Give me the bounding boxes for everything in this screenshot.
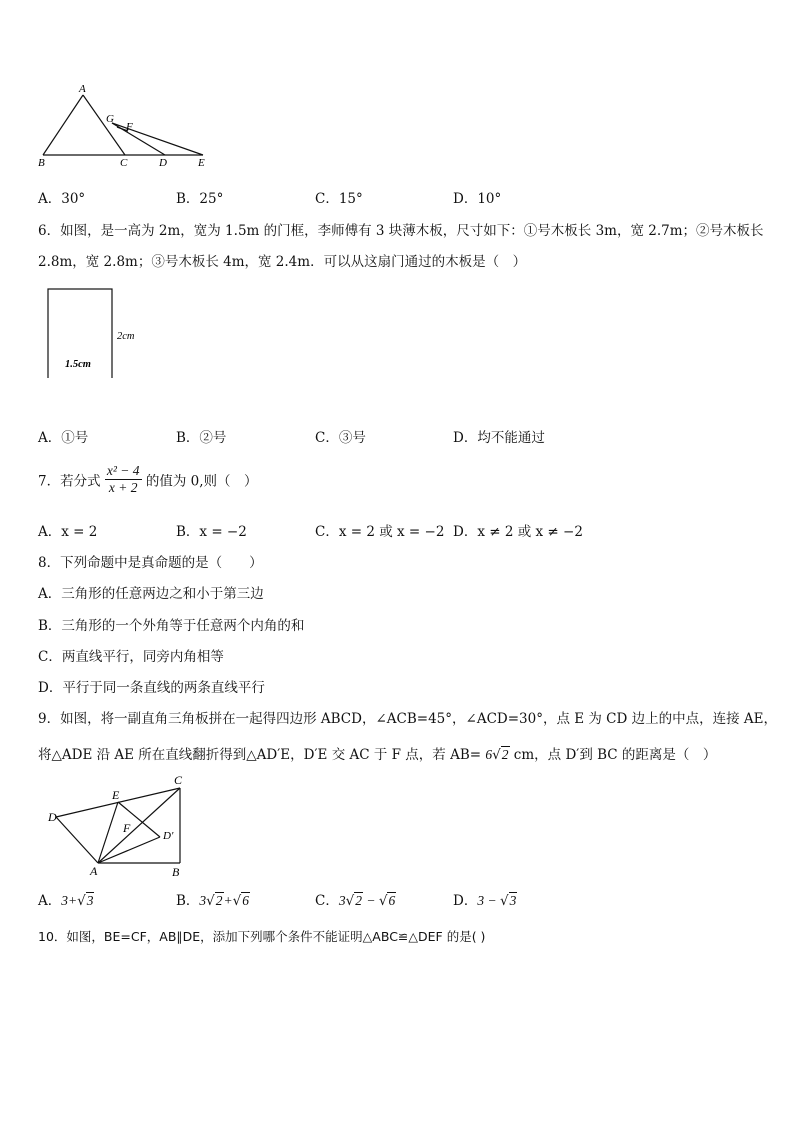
q8-stem: 8．下列命题中是真命题的是（ ） bbox=[38, 555, 263, 571]
label-C: C bbox=[120, 157, 128, 169]
sqrt-sign: √ bbox=[206, 893, 215, 909]
label-G: G bbox=[106, 113, 114, 125]
q9-label-E: E bbox=[112, 788, 120, 802]
q6-stem-line2: 2.8m，宽 2.8m；③号木板长 4m，宽 2.4m．可以从这扇门通过的木板是（ ） bbox=[38, 254, 527, 270]
q9-line2-a: 将△ADE 沿 AE 所在直线翻折得到△AD′E，D′E 交 AC 于 F 点，若 AB= bbox=[38, 747, 482, 763]
q9-option-c-rad1: 2 bbox=[355, 893, 362, 908]
q5-option-c: C．15° bbox=[315, 191, 363, 207]
q8-option-a: A．三角形的任意两边之和小于第三边 bbox=[38, 586, 264, 602]
label-D: D bbox=[159, 157, 167, 169]
q9-label-Dp: D' bbox=[163, 830, 174, 842]
label-F: F bbox=[126, 121, 133, 133]
q9-option-d-term1: 3 − bbox=[477, 893, 500, 908]
q9-option-c-op: − bbox=[362, 893, 379, 908]
q9-stem-line2 bbox=[38, 743, 716, 763]
q7-numerator: x² − 4 bbox=[106, 463, 140, 478]
label-E: E bbox=[198, 157, 205, 169]
q7-option-a: A．x = 2 bbox=[38, 524, 98, 540]
q7-option-c: C．x = 2 或 x = −2 bbox=[315, 524, 445, 540]
label-A: A bbox=[79, 83, 86, 95]
label-B: B bbox=[38, 157, 45, 169]
q6-stem-line1: 6．如图，是一高为 2m，宽为 1.5m 的门框，李师傅有 3 块薄木板，尺寸如下：①号木板长 3m，宽 2.7m；②号木板长 bbox=[38, 223, 764, 239]
q9-label-F: F bbox=[123, 821, 131, 835]
q8-option-b: B．三角形的一个外角等于任意两个内角的和 bbox=[38, 618, 305, 634]
sqrt-sign: √ bbox=[77, 893, 86, 909]
q8-option-c: C．两直线平行，同旁内角相等 bbox=[38, 649, 224, 665]
q5-figure bbox=[30, 80, 220, 170]
q7-prefix: 7．若分式 bbox=[38, 473, 101, 490]
q9-option-b-rad2: 6 bbox=[242, 893, 250, 908]
q8-option-d: D．平行于同一条直线的两条直线平行 bbox=[38, 680, 265, 696]
q7-fraction bbox=[105, 463, 142, 496]
q6-option-a: A．①号 bbox=[38, 430, 89, 446]
q6-option-b: B．②号 bbox=[176, 430, 227, 446]
q5-option-b: B．25° bbox=[176, 191, 224, 207]
q9-label-A: A bbox=[90, 864, 98, 878]
q9-option-a-term1: 3+ bbox=[61, 893, 78, 908]
q9-figure bbox=[40, 770, 200, 880]
q9-option-a bbox=[38, 889, 94, 909]
q7-stem bbox=[38, 463, 258, 496]
q9-option-c-term1: 3 bbox=[338, 893, 346, 908]
q9-option-d bbox=[453, 889, 517, 909]
q9-option-c-rad2: 6 bbox=[388, 893, 396, 908]
q6-option-d: D．均不能通过 bbox=[453, 430, 545, 446]
q9-stem-line1: 9．如图，将一副直角三角板拼在一起得四边形 ABCD，∠ACB=45°，∠ACD=30°，点 E 为 CD 边上的中点，连接 AE， bbox=[38, 711, 778, 727]
q5-option-a: A．30° bbox=[38, 191, 86, 207]
q9-option-a-rad1: 3 bbox=[86, 893, 94, 908]
q9-option-c-letter: C． bbox=[315, 893, 339, 909]
q9-label-C: C bbox=[174, 773, 183, 787]
sqrt-sign: √ bbox=[499, 893, 509, 909]
q5-option-d: D．10° bbox=[453, 191, 502, 207]
q9-line2-b: cm，点 D′到 BC 的距离是（ ） bbox=[513, 747, 717, 763]
sqrt-sign: √ bbox=[378, 893, 388, 909]
q9-sqrt-sign: √ bbox=[492, 747, 501, 763]
q9-radicand: 2 bbox=[501, 747, 509, 762]
q9-option-b-term1: 3 bbox=[199, 893, 207, 908]
door-height-label: 2cm bbox=[117, 331, 135, 342]
q9-coef: 6 bbox=[485, 747, 493, 762]
q7-option-d: D．x ≠ 2 或 x ≠ −2 bbox=[453, 524, 583, 540]
q9-label-D: D bbox=[48, 810, 57, 824]
q9-label-B: B bbox=[172, 865, 180, 879]
q6-door-figure bbox=[40, 283, 150, 378]
q7-denominator: x + 2 bbox=[108, 480, 138, 495]
q9-option-a-letter: A． bbox=[38, 893, 62, 909]
q9-option-b-op: + bbox=[223, 893, 233, 908]
door-width-label: 1.5cm bbox=[65, 359, 91, 370]
q9-option-d-rad1: 3 bbox=[509, 893, 517, 908]
q9-option-b bbox=[176, 889, 250, 909]
q9-option-c bbox=[315, 889, 396, 909]
q7-option-b: B．x = −2 bbox=[176, 524, 247, 540]
q9-option-d-letter: D． bbox=[453, 893, 478, 909]
q7-suffix: 的值为 0,则（ ） bbox=[145, 473, 258, 490]
q10-stem: 10．如图，BE=CF，AB∥DE，添加下列哪个条件不能证明△ABC≌△DEF 的是( ) bbox=[38, 929, 486, 944]
q9-option-b-letter: B． bbox=[176, 893, 200, 909]
sqrt-sign: √ bbox=[232, 893, 242, 909]
q6-option-c: C．③号 bbox=[315, 430, 366, 446]
sqrt-sign: √ bbox=[345, 893, 355, 909]
q9-option-b-rad1: 2 bbox=[215, 893, 223, 908]
